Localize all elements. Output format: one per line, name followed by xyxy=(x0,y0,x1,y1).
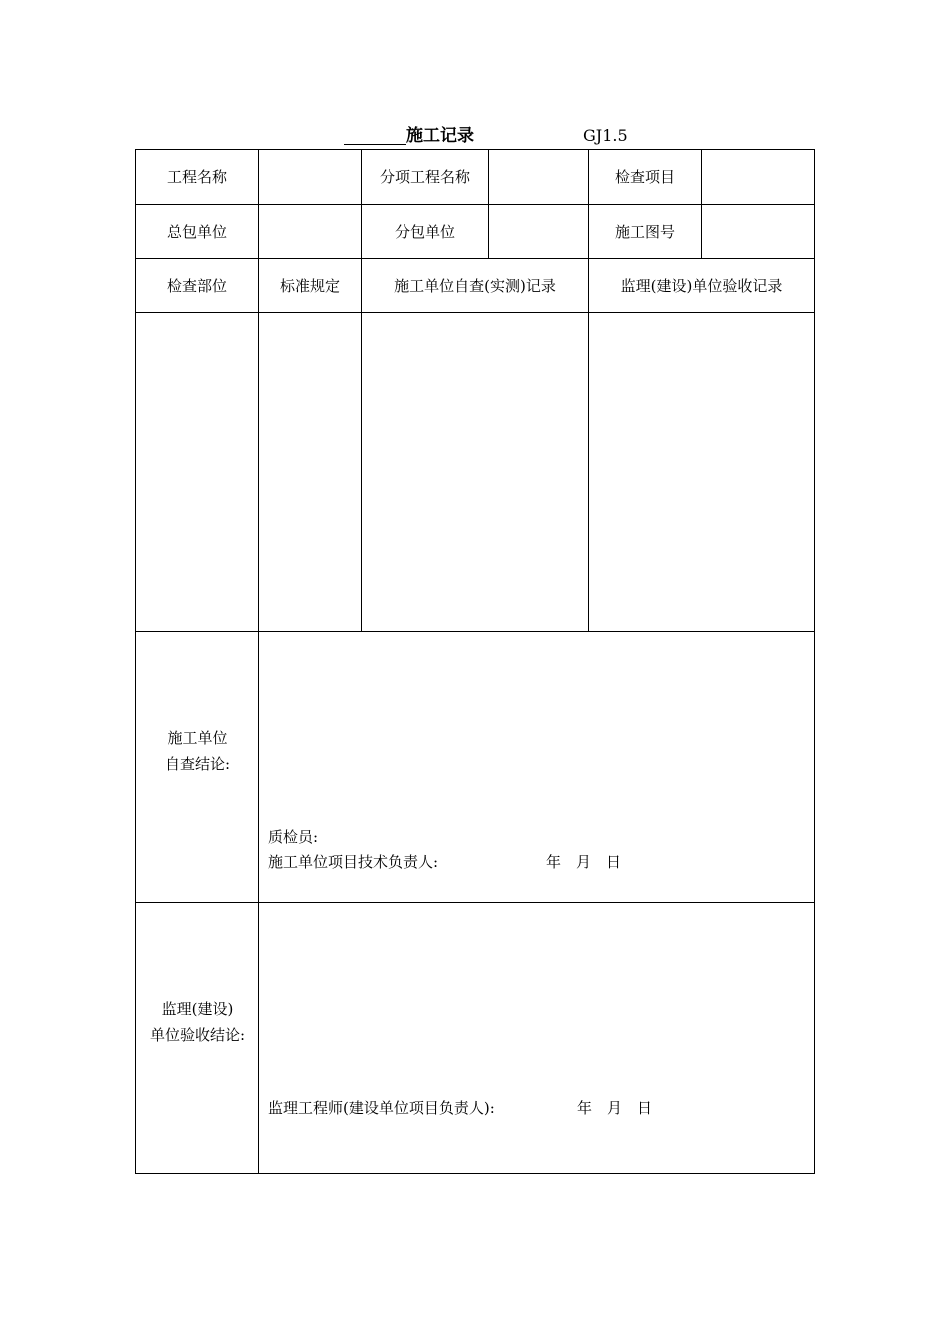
form-code: GJ1.5 xyxy=(583,126,628,145)
record-form xyxy=(135,149,815,1174)
form-title: 施工记录 xyxy=(406,126,474,146)
supervisor-date: 年 月 日 xyxy=(577,1099,653,1117)
title-blank-underline[interactable] xyxy=(344,125,406,145)
contractor-label-line2: 自查结论: xyxy=(164,755,231,773)
row-divider xyxy=(136,902,814,903)
record-area-standard[interactable] xyxy=(259,313,361,631)
field-subcontractor[interactable] xyxy=(489,205,588,258)
supervisor-label-line2: 单位验收结论: xyxy=(149,1026,246,1044)
field-project-name[interactable] xyxy=(259,150,361,204)
field-inspection-item[interactable] xyxy=(702,150,814,204)
record-area-supervision[interactable] xyxy=(589,313,814,631)
label-project-name: 工程名称 xyxy=(166,168,227,186)
supervisor-conclusion-label xyxy=(136,996,259,1048)
column-header-supervision: 监理(建设)单位验收记录 xyxy=(620,276,783,295)
field-subitem-name[interactable] xyxy=(489,150,588,204)
contractor-label-line1: 施工单位 xyxy=(167,729,228,747)
row-divider xyxy=(136,631,814,632)
label-inspection-item: 检查项目 xyxy=(614,168,675,186)
column-header-standard: 标准规定 xyxy=(279,276,340,295)
label-subcontractor: 分包单位 xyxy=(394,222,455,241)
label-drawing-number: 施工图号 xyxy=(614,222,675,241)
record-area-self-check[interactable] xyxy=(362,313,588,631)
column-header-part: 检查部位 xyxy=(166,276,227,295)
inspector-signature-label: 质检员: xyxy=(268,828,319,846)
field-drawing-number[interactable] xyxy=(702,205,814,258)
column-header-self-check: 施工单位自查(实测)记录 xyxy=(394,276,556,295)
label-subitem-name: 分项工程名称 xyxy=(379,168,470,186)
engineer-signature-label: 监理工程师(建设单位项目负责人): xyxy=(268,1099,495,1117)
tech-lead-signature-label: 施工单位项目技术负责人: xyxy=(268,853,439,871)
contractor-date: 年 月 日 xyxy=(546,853,622,871)
record-area-part[interactable] xyxy=(136,313,258,631)
form-title-line xyxy=(0,125,950,149)
supervisor-label-line1: 监理(建设) xyxy=(161,1000,234,1018)
label-general-contractor: 总包单位 xyxy=(166,222,227,241)
field-general-contractor[interactable] xyxy=(259,205,361,258)
contractor-conclusion-label xyxy=(136,725,259,777)
